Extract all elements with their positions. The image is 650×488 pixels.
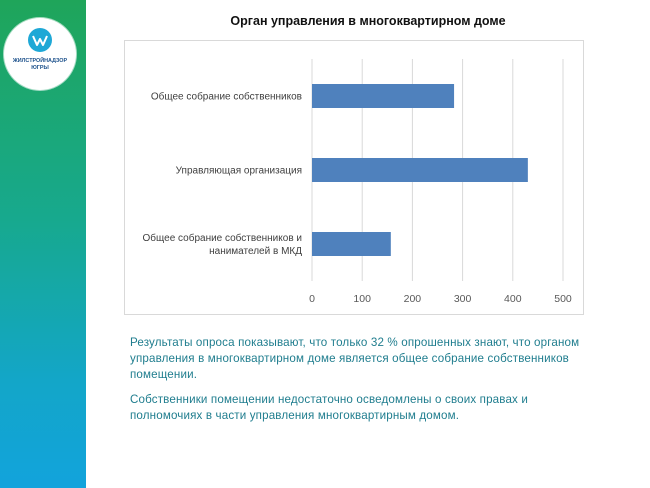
x-tick-label-2: 200	[403, 293, 422, 305]
x-tick-label-4: 400	[504, 293, 522, 305]
bar-chart	[125, 41, 585, 316]
chart-frame	[124, 40, 584, 315]
x-tick-label-1: 100	[353, 293, 371, 305]
category-label-2-0: Общее собрание собственников и	[142, 233, 302, 244]
paragraph-awareness: Собственники помещении недостаточно осведомлены о своих правах и полномочиях в части управления многоквартирным домом.	[130, 393, 529, 422]
category-label-0-0: Общее собрание собственников	[150, 91, 302, 103]
x-tick-label-3: 300	[453, 293, 472, 305]
sidebar-accent	[0, 0, 86, 488]
bar-0	[312, 84, 454, 108]
logo-emblem-icon	[28, 28, 52, 52]
page-title: Орган управления в многоквартирном доме	[230, 14, 506, 28]
bar-2	[312, 232, 391, 256]
logo-text-line1: ЖИЛСТРОЙНАДЗОР	[12, 58, 68, 64]
bar-1	[312, 158, 528, 182]
x-tick-label-0: 0	[309, 293, 315, 305]
logo	[4, 18, 76, 90]
x-tick-label-5: 500	[554, 293, 572, 305]
paragraph-survey-result: Результаты опроса показывают, что только 32 % опрошенных знают, что органом управления в многоквартирном доме является общее собрание собственников помещении.	[130, 336, 580, 381]
category-label-1-0: Управляющая организация	[175, 165, 302, 177]
category-label-2-1: нанимателей в МКД	[209, 246, 302, 257]
logo-text-line2: ЮГРЫ	[31, 65, 49, 71]
